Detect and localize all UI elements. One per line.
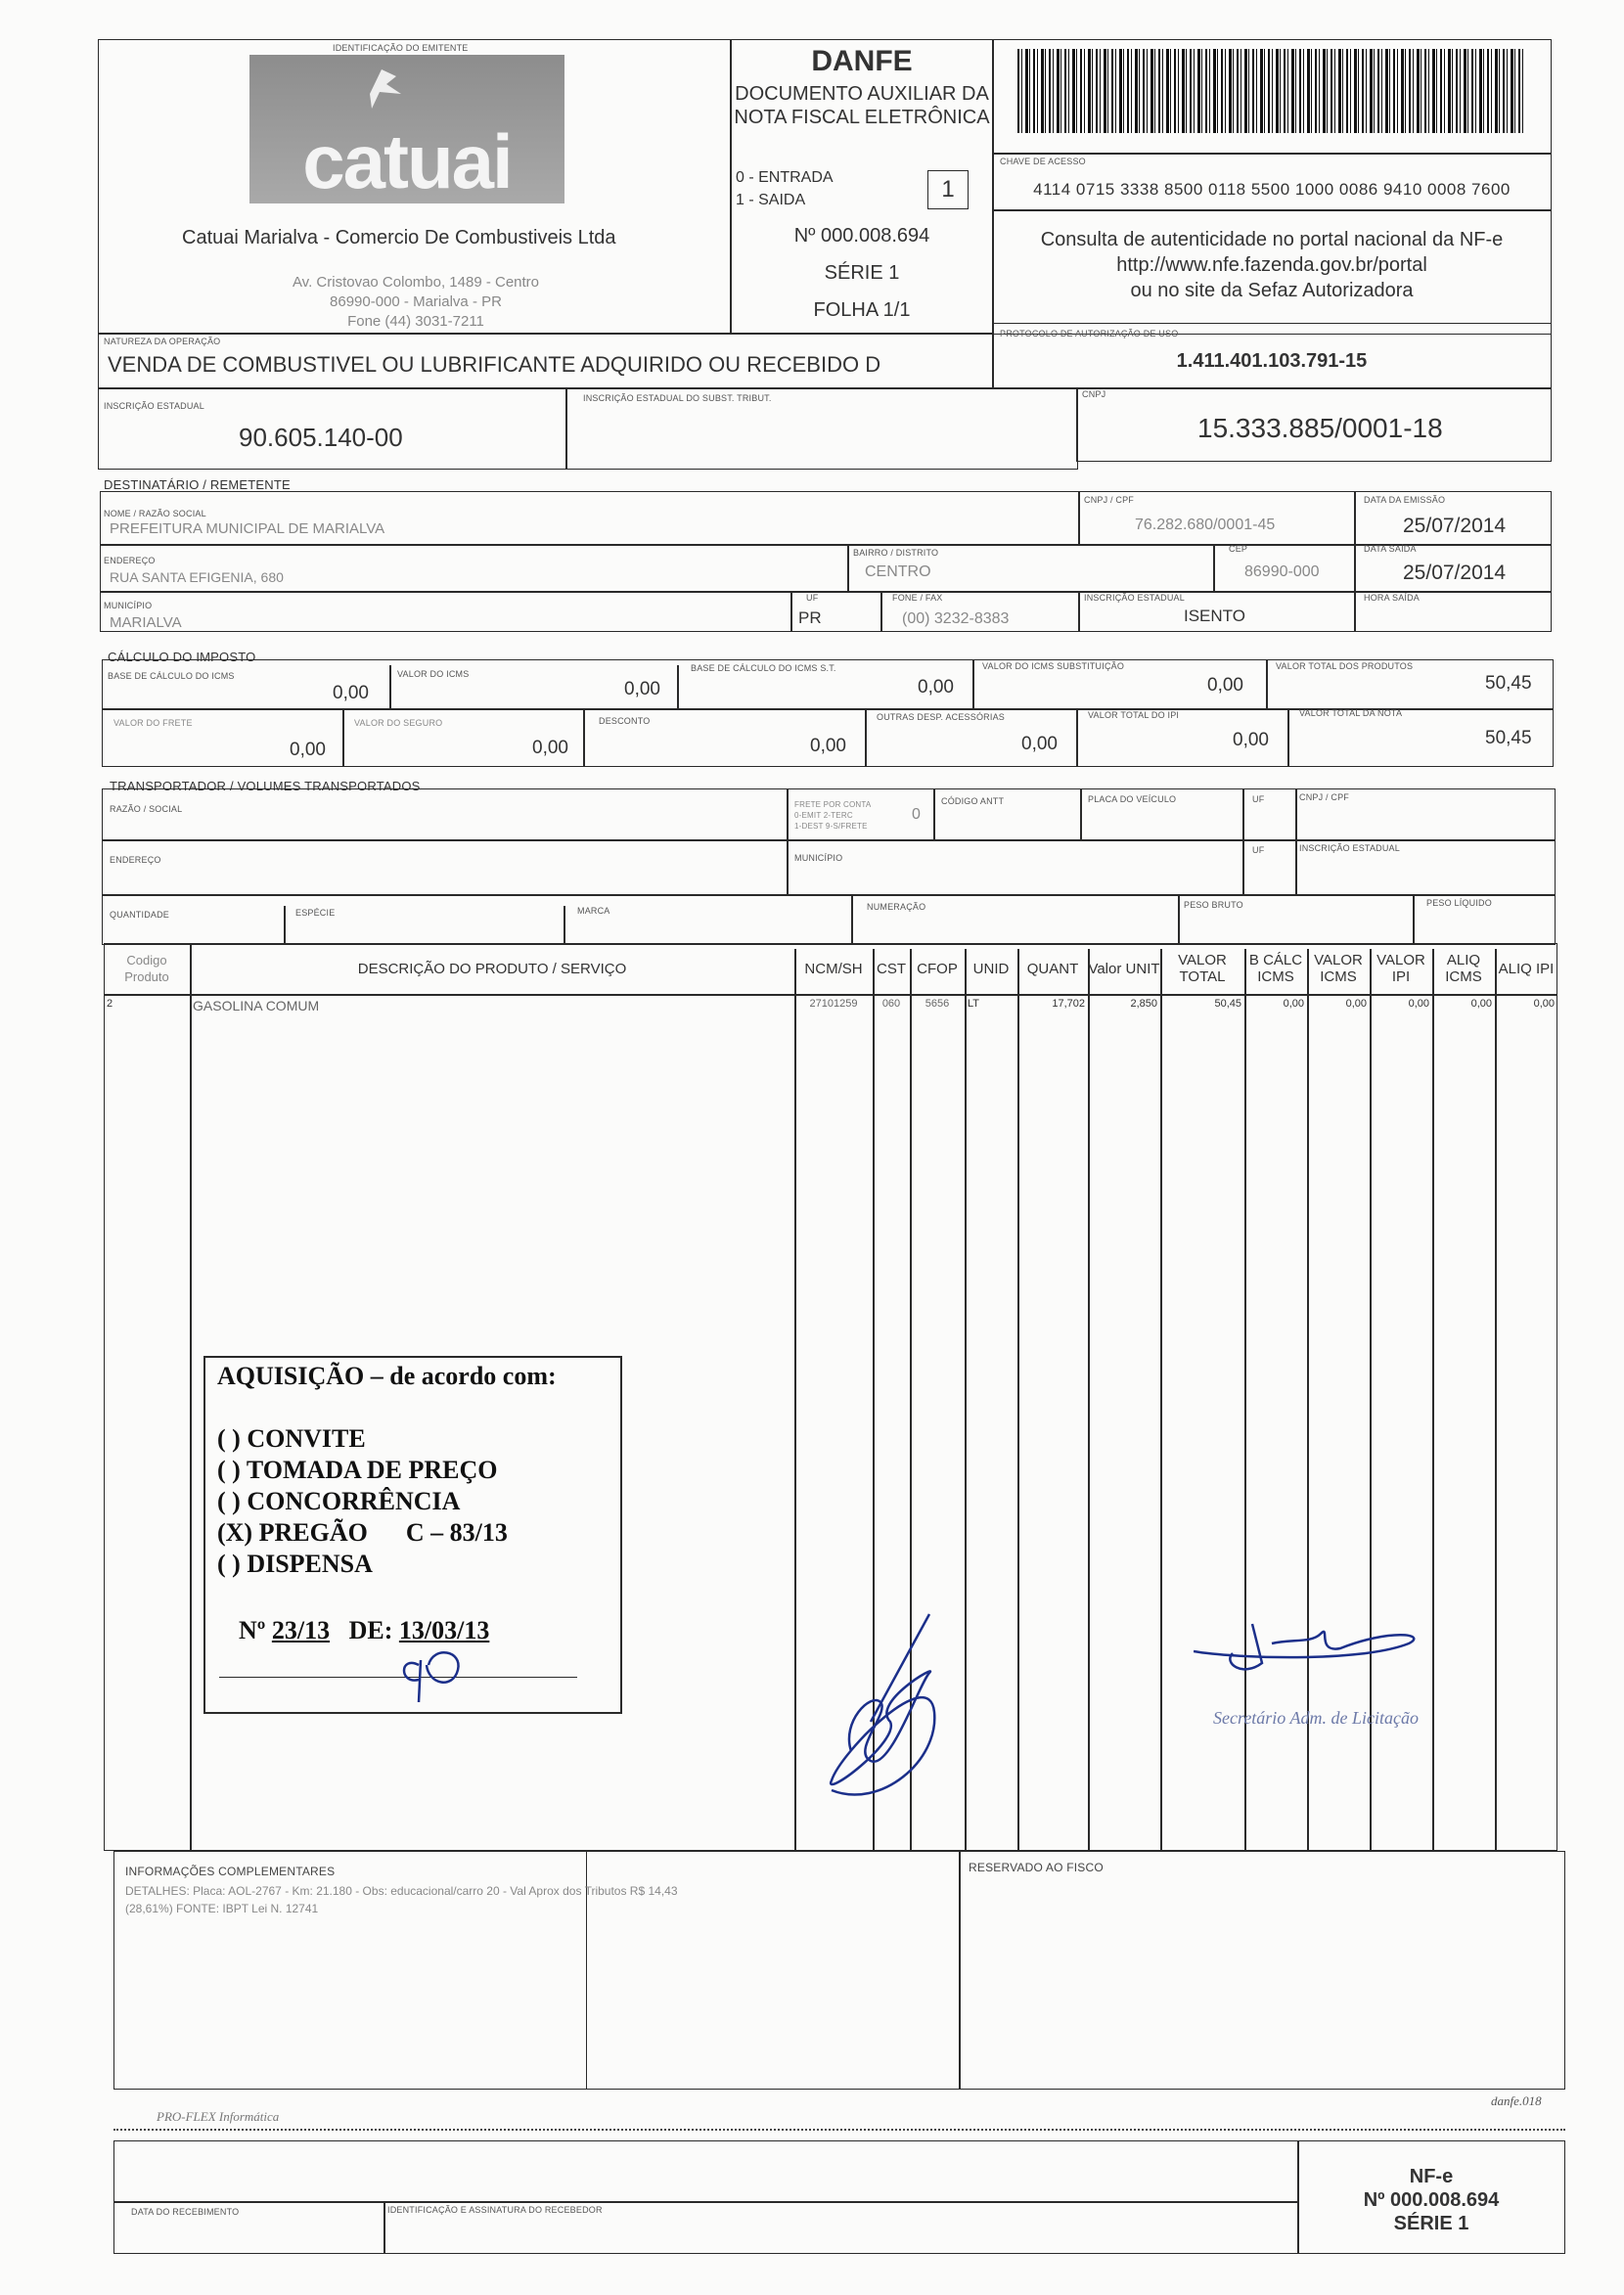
dest-uf-label: UF: [806, 593, 819, 603]
produtos-col-divider: [1495, 949, 1497, 1851]
dest-line-2: [100, 591, 1552, 593]
transp-pesol-label: PESO LÍQUIDO: [1426, 898, 1492, 908]
dest-emissao: 25/07/2014: [1403, 515, 1507, 537]
protocolo-value: 1.411.401.103.791-15: [1176, 350, 1368, 372]
dest-cnpj-label: CNPJ / CPF: [1084, 495, 1135, 505]
transp-line-2: [102, 894, 1556, 896]
imp-v9: [1287, 708, 1289, 767]
imposto-section: CÁLCULO DO IMPOSTO: [108, 650, 256, 664]
protocolo-label: PROTOCOLO DE AUTORIZAÇÃO DE USO: [1000, 329, 1179, 338]
imp-seguro-value: 0,00: [532, 738, 568, 758]
transp-pesob-label: PESO BRUTO: [1184, 900, 1243, 910]
ie-value: 90.605.140-00: [239, 423, 403, 452]
produtos-col-divider: [965, 949, 967, 1851]
stamp-opt-dispensa: ( ) DISPENSA: [217, 1550, 373, 1578]
emitente-address: Av. Cristovao Colombo, 1489 - Centro: [292, 274, 540, 291]
dest-vline-4: [1213, 544, 1215, 591]
produtos-header-cell: VALOR ICMS: [1314, 952, 1363, 985]
signature-left: [812, 1604, 949, 1815]
imp-totnota-label: VALOR TOTAL DA NOTA: [1299, 708, 1403, 718]
danfe-numero: Nº 000.008.694: [793, 225, 930, 247]
stamp-opt-tomada: ( ) TOMADA DE PREÇO: [217, 1456, 498, 1484]
dest-vline-6: [880, 591, 882, 632]
canhoto-serie: SÉRIE 1: [1393, 2213, 1469, 2234]
imp-icms-value: 0,00: [624, 679, 660, 699]
transp-razao-label: RAZÃO / SOCIAL: [110, 804, 183, 814]
danfe-subtitle: DOCUMENTO AUXILIAR DA NOTA FISCAL ELETRÔNICA: [734, 83, 990, 128]
transp-v5: [1295, 788, 1297, 894]
destinatario-section: DESTINATÁRIO / REMETENTE: [104, 477, 291, 492]
imp-icms-label: VALOR DO ICMS: [397, 669, 470, 679]
dest-vline-3: [847, 544, 849, 591]
danfe-entrada: 0 - ENTRADA: [736, 169, 834, 186]
transp-endereco-label: ENDEREÇO: [110, 855, 161, 865]
produtos-col-divider: [1017, 949, 1019, 1851]
consulta-line1: Consulta de autenticidade no portal nacional da NF-e: [1040, 229, 1504, 250]
dest-ie-label: INSCRIÇÃO ESTADUAL: [1084, 593, 1185, 603]
stamp-opt-pregao: (X) PREGÃO C – 83/13: [217, 1518, 508, 1547]
canhoto-data-label: DATA DO RECEBIMENTO: [131, 2207, 240, 2217]
produtos-cell: LT: [968, 998, 980, 1010]
dest-hora-label: HORA SAÍDA: [1364, 593, 1421, 603]
logo-text: catuai: [302, 118, 512, 203]
produtos-header-cell: NCM/SH: [804, 960, 863, 977]
cnpj-label: CNPJ: [1082, 389, 1106, 399]
transp-v6: [284, 906, 286, 945]
emitente-name: Catuai Marialva - Comercio De Combustiveis Ltda: [182, 227, 616, 248]
danfe-title: DANFE: [811, 45, 913, 77]
cnpj-value: 15.333.885/0001-18: [1197, 413, 1443, 443]
dest-municipio-label: MUNICÍPIO: [104, 601, 153, 610]
company-logo: [249, 55, 564, 203]
produtos-header-cell: VALOR IPI: [1376, 952, 1425, 985]
imp-totprod-label: VALOR TOTAL DOS PRODUTOS: [1276, 661, 1414, 671]
imp-outras-value: 0,00: [1021, 734, 1058, 754]
transp-frete-label1: FRETE POR CONTA: [794, 800, 872, 809]
transp-v10: [1413, 894, 1415, 945]
produtos-cell: 0,00: [1470, 998, 1492, 1010]
imp-bcst-value: 0,00: [918, 677, 954, 698]
dest-cep-label: CEP: [1229, 544, 1248, 554]
imp-v7: [865, 708, 867, 767]
produtos-header-cell: ALIQ IPI: [1498, 960, 1555, 977]
produtos-col-divider: [1432, 949, 1434, 1851]
stamp-opt-convite: ( ) CONVITE: [217, 1424, 366, 1453]
dest-endereco: RUA SANTA EFIGENIA, 680: [110, 569, 284, 585]
imp-frete-value: 0,00: [290, 740, 326, 760]
dest-nome: PREFEITURA MUNICIPAL DE MARIALVA: [110, 520, 385, 537]
destinatario-box: [100, 491, 1552, 632]
imp-ipi-label: VALOR TOTAL DO IPI: [1088, 710, 1180, 720]
produtos-header-line: [104, 994, 1557, 996]
imp-v4: [1266, 659, 1268, 708]
transp-v7: [564, 906, 565, 945]
produtos-cell: 2,850: [1130, 998, 1157, 1010]
transp-qtd-label: QUANTIDADE: [110, 910, 170, 920]
imp-totnota-value: 50,45: [1485, 728, 1532, 748]
imp-icmsst-value: 0,00: [1207, 675, 1243, 696]
ie-st-label: INSCRIÇÃO ESTADUAL DO SUBST. TRIBUT.: [583, 393, 772, 403]
transp-municipio-label: MUNICÍPIO: [794, 853, 843, 863]
stamp-title: AQUISIÇÃO – de acordo com:: [217, 1362, 557, 1390]
produtos-cell: GASOLINA COMUM: [193, 998, 320, 1013]
canhoto-line: [113, 2201, 1299, 2203]
stamp-opt-concorrencia: ( ) CONCORRÊNCIA: [217, 1487, 461, 1515]
canhoto-numero: Nº 000.008.694: [1363, 2189, 1500, 2211]
footer-right: danfe.018: [1491, 2093, 1542, 2108]
emitente-city: 86990-000 - Marialva - PR: [330, 293, 502, 310]
dest-saida-label: DATA SAÍDA: [1364, 544, 1417, 554]
stamp-de: 13/03/13: [398, 1616, 490, 1644]
barcode-image: [1017, 49, 1526, 133]
produtos-header-cell: CST: [877, 960, 906, 977]
danfe-saida: 1 - SAIDA: [736, 192, 806, 208]
info-label: INFORMAÇÕES COMPLEMENTARES: [125, 1865, 336, 1878]
chave-label: CHAVE DE ACESSO: [1000, 157, 1086, 166]
canhoto-v1: [383, 2201, 385, 2254]
imp-totprod-value: 50,45: [1485, 673, 1532, 694]
dest-vline-2: [1354, 491, 1356, 632]
transp-placa-label: PLACA DO VEÍCULO: [1088, 794, 1177, 804]
stamp-de-prefix: DE:: [348, 1616, 399, 1644]
imp-v2: [677, 665, 679, 708]
danfe-tipo: 1: [941, 176, 955, 202]
produtos-header-cell: Codigo Produto: [124, 953, 169, 984]
dest-line-1: [100, 544, 1552, 546]
produtos-cell: 27101259: [809, 998, 858, 1010]
produtos-col-divider: [190, 943, 192, 1851]
transp-section: TRANSPORTADOR / VOLUMES TRANSPORTADOS: [110, 779, 421, 793]
produtos-header-cell: QUANT: [1026, 960, 1079, 977]
transp-v2: [933, 788, 935, 839]
imp-seguro-label: VALOR DO SEGURO: [354, 718, 443, 728]
transp-frete-label3: 1-DEST 9-S/FRETE: [794, 822, 868, 831]
produtos-header-cell: Valor UNIT: [1088, 960, 1160, 977]
info-line1: DETALHES: Placa: AOL-2767 - Km: 21.180 - Obs: educacional/carro 20 - Val Aprox dos Tributos R$ 14,43: [125, 1884, 678, 1898]
stamp-initials-signature: [389, 1636, 468, 1709]
transp-cnpj-label: CNPJ / CPF: [1299, 792, 1350, 802]
natureza-label: NATUREZA DA OPERAÇÃO: [104, 337, 221, 346]
produtos-cell: 060: [881, 998, 901, 1010]
stamp-num: 23/13: [271, 1616, 331, 1644]
produtos-header-cell: B CÁLC ICMS: [1248, 952, 1303, 985]
produtos-cell: 0,00: [1533, 998, 1555, 1010]
produtos-header-cell: VALOR TOTAL: [1178, 952, 1227, 985]
transp-numeracao-label: NUMERAÇÃO: [867, 902, 926, 912]
consulta-link[interactable]: http://www.nfe.fazenda.gov.br/portal: [1116, 254, 1427, 276]
transp-v8: [851, 894, 853, 945]
cut-line: [113, 2129, 1565, 2131]
signature-caption: Secretário Adm. de Licitação: [1213, 1708, 1419, 1728]
imp-v1: [389, 665, 391, 708]
imp-bc-value: 0,00: [333, 683, 369, 703]
produtos-cell: 0,00: [1408, 998, 1429, 1010]
imp-desconto-label: DESCONTO: [599, 716, 651, 726]
imp-icmsst-label: VALOR DO ICMS SUBSTITUIÇÃO: [982, 661, 1125, 671]
danfe-folha: FOLHA 1/1: [813, 299, 911, 321]
transp-v3: [1080, 788, 1082, 839]
fisco-box: [959, 1851, 1565, 2090]
emitente-label: IDENTIFICAÇÃO DO EMITENTE: [333, 43, 469, 53]
dest-bairro: CENTRO: [865, 563, 931, 580]
consulta-line3: ou no site da Sefaz Autorizadora: [1130, 280, 1414, 301]
produtos-cell: 0,00: [1345, 998, 1367, 1010]
imp-ipi-value: 0,00: [1233, 730, 1269, 750]
canhoto-ident-label: IDENTIFICAÇÃO E ASSINATURA DO RECEBEDOR: [387, 2205, 603, 2215]
transp-marca-label: MARCA: [577, 906, 610, 916]
transp-v4: [1242, 788, 1244, 894]
danfe-serie: SÉRIE 1: [824, 262, 900, 284]
produtos-cell: 17,702: [1052, 998, 1085, 1010]
dest-uf: PR: [798, 608, 822, 627]
canhoto-nfe: NF-e: [1409, 2166, 1454, 2187]
logo-figure-icon: [352, 65, 421, 123]
imp-bcst-label: BASE DE CÁLCULO DO ICMS S.T.: [691, 663, 836, 673]
stamp-num-prefix: Nº: [239, 1616, 272, 1644]
dest-emissao-label: DATA DA EMISSÃO: [1364, 495, 1446, 505]
produtos-cell: 2: [107, 998, 113, 1010]
produtos-cell: 5656: [925, 998, 950, 1010]
dest-cep: 86990-000: [1244, 563, 1320, 580]
produtos-col-divider: [1088, 949, 1090, 1851]
info-line2: (28,61%) FONTE: IBPT Lei N. 12741: [125, 1902, 319, 1915]
dest-saida: 25/07/2014: [1403, 562, 1507, 584]
produtos-cell: 0,00: [1283, 998, 1304, 1010]
produtos-header-cell: UNID: [972, 960, 1010, 977]
produtos-col-divider: [794, 949, 796, 1851]
dest-endereco-label: ENDEREÇO: [104, 556, 156, 565]
transp-v1: [787, 788, 789, 894]
imp-v3: [972, 659, 974, 708]
transp-uf2-label: UF: [1252, 845, 1265, 855]
imp-v5: [342, 708, 344, 767]
transp-v9: [1178, 894, 1180, 945]
ie-label: INSCRIÇÃO ESTADUAL: [104, 401, 204, 411]
produtos-header-cell: ALIQ ICMS: [1445, 952, 1482, 985]
chave-value: 4114 0715 3338 8500 0118 5500 1000 0086 9410 0008 7600: [1033, 180, 1511, 199]
imp-frete-label: VALOR DO FRETE: [113, 718, 193, 728]
transp-antt-label: CÓDIGO ANTT: [941, 796, 1005, 806]
imp-outras-label: OUTRAS DESP. ACESSÓRIAS: [877, 712, 1005, 722]
dest-vline-1: [1078, 491, 1080, 544]
dest-vline-7: [1078, 591, 1080, 632]
produtos-col-divider: [1160, 949, 1162, 1851]
footer-left: PRO-FLEX Informática: [157, 2109, 280, 2124]
transp-uf-label: UF: [1252, 794, 1265, 804]
natureza-value: VENDA DE COMBUSTIVEL OU LUBRIFICANTE ADQUIRIDO OU RECEBIDO D: [108, 352, 881, 377]
transp-frete-value: 0: [912, 806, 921, 823]
transp-frete-label2: 0-EMIT 2-TERC: [794, 811, 853, 820]
dest-cnpj: 76.282.680/0001-45: [1135, 517, 1276, 533]
dest-vline-5: [790, 591, 792, 632]
dest-bairro-label: BAIRRO / DISTRITO: [853, 548, 939, 558]
produtos-cell: 50,45: [1214, 998, 1241, 1010]
dest-ie: ISENTO: [1184, 607, 1245, 625]
imp-desconto-value: 0,00: [810, 736, 846, 756]
produtos-header-cell: DESCRIÇÃO DO PRODUTO / SERVIÇO: [357, 960, 627, 977]
fisco-label: RESERVADO AO FISCO: [969, 1861, 1104, 1874]
imp-bc-label: BASE DE CÁLCULO DO ICMS: [108, 671, 235, 681]
dest-fone: (00) 3232-8383: [902, 610, 1010, 627]
emitente-phone: Fone (44) 3031-7211: [347, 313, 484, 330]
dest-nome-label: NOME / RAZÃO SOCIAL: [104, 509, 206, 518]
transp-especie-label: ESPÉCIE: [295, 908, 336, 918]
imp-v8: [1076, 708, 1078, 767]
imp-v6: [583, 708, 585, 767]
dest-fone-label: FONE / FAX: [892, 593, 943, 603]
dest-municipio: MARIALVA: [110, 614, 182, 631]
transp-ie-label: INSCRIÇÃO ESTADUAL: [1299, 843, 1400, 853]
transp-line-1: [102, 839, 1556, 841]
produtos-header-cell: CFOP: [917, 960, 958, 977]
signature-right: [1194, 1604, 1428, 1697]
